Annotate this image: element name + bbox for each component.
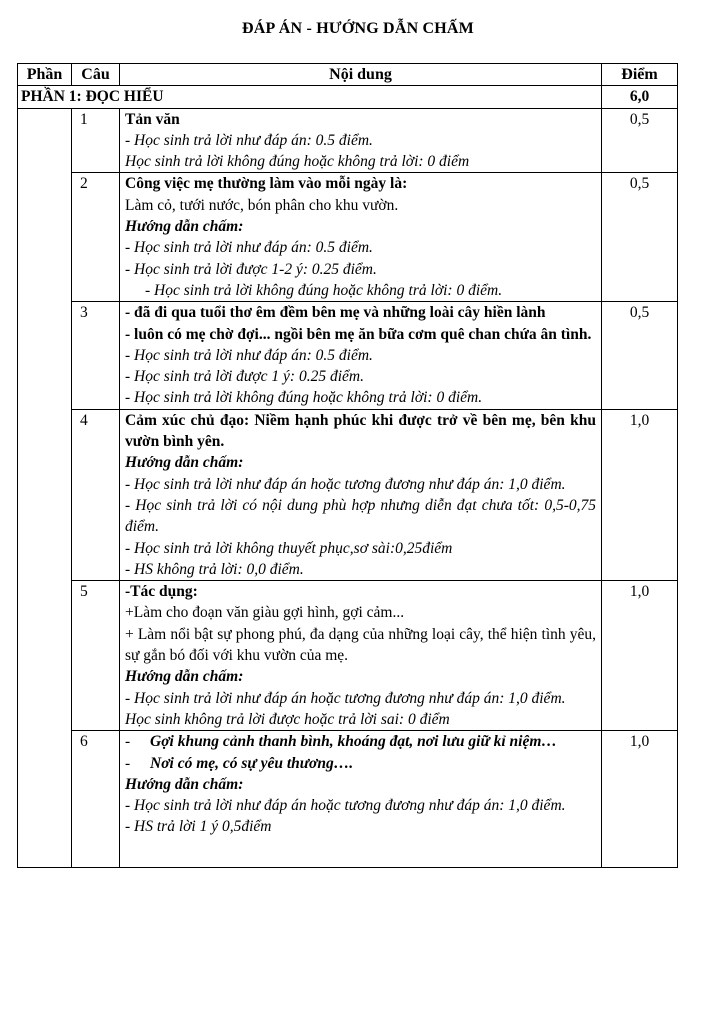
answer-text-2: Nơi có mẹ, có sự yêu thương…. [150,754,354,772]
table-header-row [18,64,678,86]
phan-cell [18,108,72,868]
question-points: 0,5 [602,173,678,302]
table-row [18,581,678,731]
guide-line: - Học sinh trả lời như đáp án hoặc tương đương như đáp án: 1,0 điểm. [125,475,566,493]
answer-text: - luôn có mẹ chờ đợi... ngồi bên mẹ ăn bữa cơm quê chan chứa ân tình. [125,325,592,343]
answer-text-1: Gợi khung cảnh thanh bình, khoáng đạt, nơi lưu giữ kỉ niệm… [150,733,557,751]
guide-line: Học sinh không trả lời được hoặc trả lời sai: 0 điểm [125,710,450,728]
question-content [120,108,602,173]
answer-text: Tản văn [125,110,180,128]
question-points: 1,0 [602,731,678,868]
guide-line: - Học sinh trả lời không đúng hoặc không trả lời: 0 điểm. [125,389,483,407]
table-row [18,731,678,868]
table-row [18,173,678,302]
answer-detail: +Làm cho đoạn văn giàu gợi hình, gợi cảm... [125,604,405,622]
question-points: 1,0 [602,581,678,731]
guide-heading: Hướng dẫn chấm: [125,218,244,236]
guide-line: - Học sinh trả lời như đáp án hoặc tương đương như đáp án: 1,0 điểm. [125,797,566,815]
page-title: ĐÁP ÁN - HƯỚNG DẪN CHẤM [242,20,474,37]
section-row [18,86,678,108]
answer-text: -Tác dụng: [125,583,198,601]
question-points: 1,0 [602,409,678,580]
header-cau: Câu [72,64,120,86]
answer-detail: + Làm nổi bật sự phong phú, đa dạng của những loại cây, thể hiện tình yêu, sự gắn bó đối với khu vườn của mẹ. [125,625,596,665]
question-content [120,581,602,731]
guide-line: - Học sinh trả lời không đúng hoặc không trả lời: 0 điểm. [145,281,503,299]
section-points: 6,0 [602,86,678,108]
question-content [120,731,602,868]
question-content [120,173,602,302]
question-number: 1 [72,108,120,173]
answer-text: Cảm xúc chủ đạo: Niềm hạnh phúc khi được trở về bên mẹ, bên khu vườn bình yên. [125,411,596,451]
question-number: 5 [72,581,120,731]
guide-heading: Hướng dẫn chấm: [125,454,244,472]
answer-text [125,731,596,752]
question-number: 4 [72,409,120,580]
answer-text [125,753,596,774]
bullet-dash: - [125,733,131,751]
header-diem: Điểm [602,64,678,86]
guide-line: - Học sinh trả lời như đáp án hoặc tương đương như đáp án: 1,0 điểm. [125,689,566,707]
guide-line: - Học sinh trả lời không thuyết phục,sơ sài:0,25điểm [125,539,453,557]
guide-line: - Học sinh trả lời như đáp án: 0.5 điểm. [125,131,373,149]
answer-text: Công việc mẹ thường làm vào mỗi ngày là: [125,175,408,193]
table-row [18,108,678,173]
guide-heading: Hướng dẫn chấm: [125,775,244,793]
table-row [18,409,678,580]
answer-table [17,63,678,868]
question-points: 0,5 [602,108,678,173]
question-points: 0,5 [602,302,678,409]
table-row [18,302,678,409]
guide-line: - Học sinh trả lời được 1 ý: 0.25 điểm. [125,368,364,386]
question-content [120,409,602,580]
guide-line: Học sinh trả lời không đúng hoặc không trả lời: 0 điểm [125,153,470,171]
section-label: PHẦN 1: ĐỌC HIỂU [18,86,602,108]
guide-line: - HS trả lời 1 ý 0,5điểm [125,818,272,836]
question-number: 6 [72,731,120,868]
header-phan: Phần [18,64,72,86]
question-content [120,302,602,409]
bullet-dash: - [125,754,131,772]
question-number: 2 [72,173,120,302]
guide-heading: Hướng dẫn chấm: [125,668,244,686]
guide-line: - Học sinh trả lời được 1-2 ý: 0.25 điểm. [125,260,377,278]
guide-line: - Học sinh trả lời như đáp án: 0.5 điểm. [125,239,373,257]
answer-detail: Làm cỏ, tưới nước, bón phân cho khu vườn. [125,196,399,214]
guide-line: - Học sinh trả lời có nội dung phù hợp nhưng diễn đạt chưa tốt: 0,5-0,75 điểm. [125,496,596,536]
guide-line: - HS không trả lời: 0,0 điểm. [125,560,304,578]
answer-text: - đã đi qua tuổi thơ êm đềm bên mẹ và những loài cây hiền lành [125,304,546,322]
guide-line: - Học sinh trả lời như đáp án: 0.5 điểm. [125,346,373,364]
header-noi-dung: Nội dung [120,64,602,86]
question-number: 3 [72,302,120,409]
